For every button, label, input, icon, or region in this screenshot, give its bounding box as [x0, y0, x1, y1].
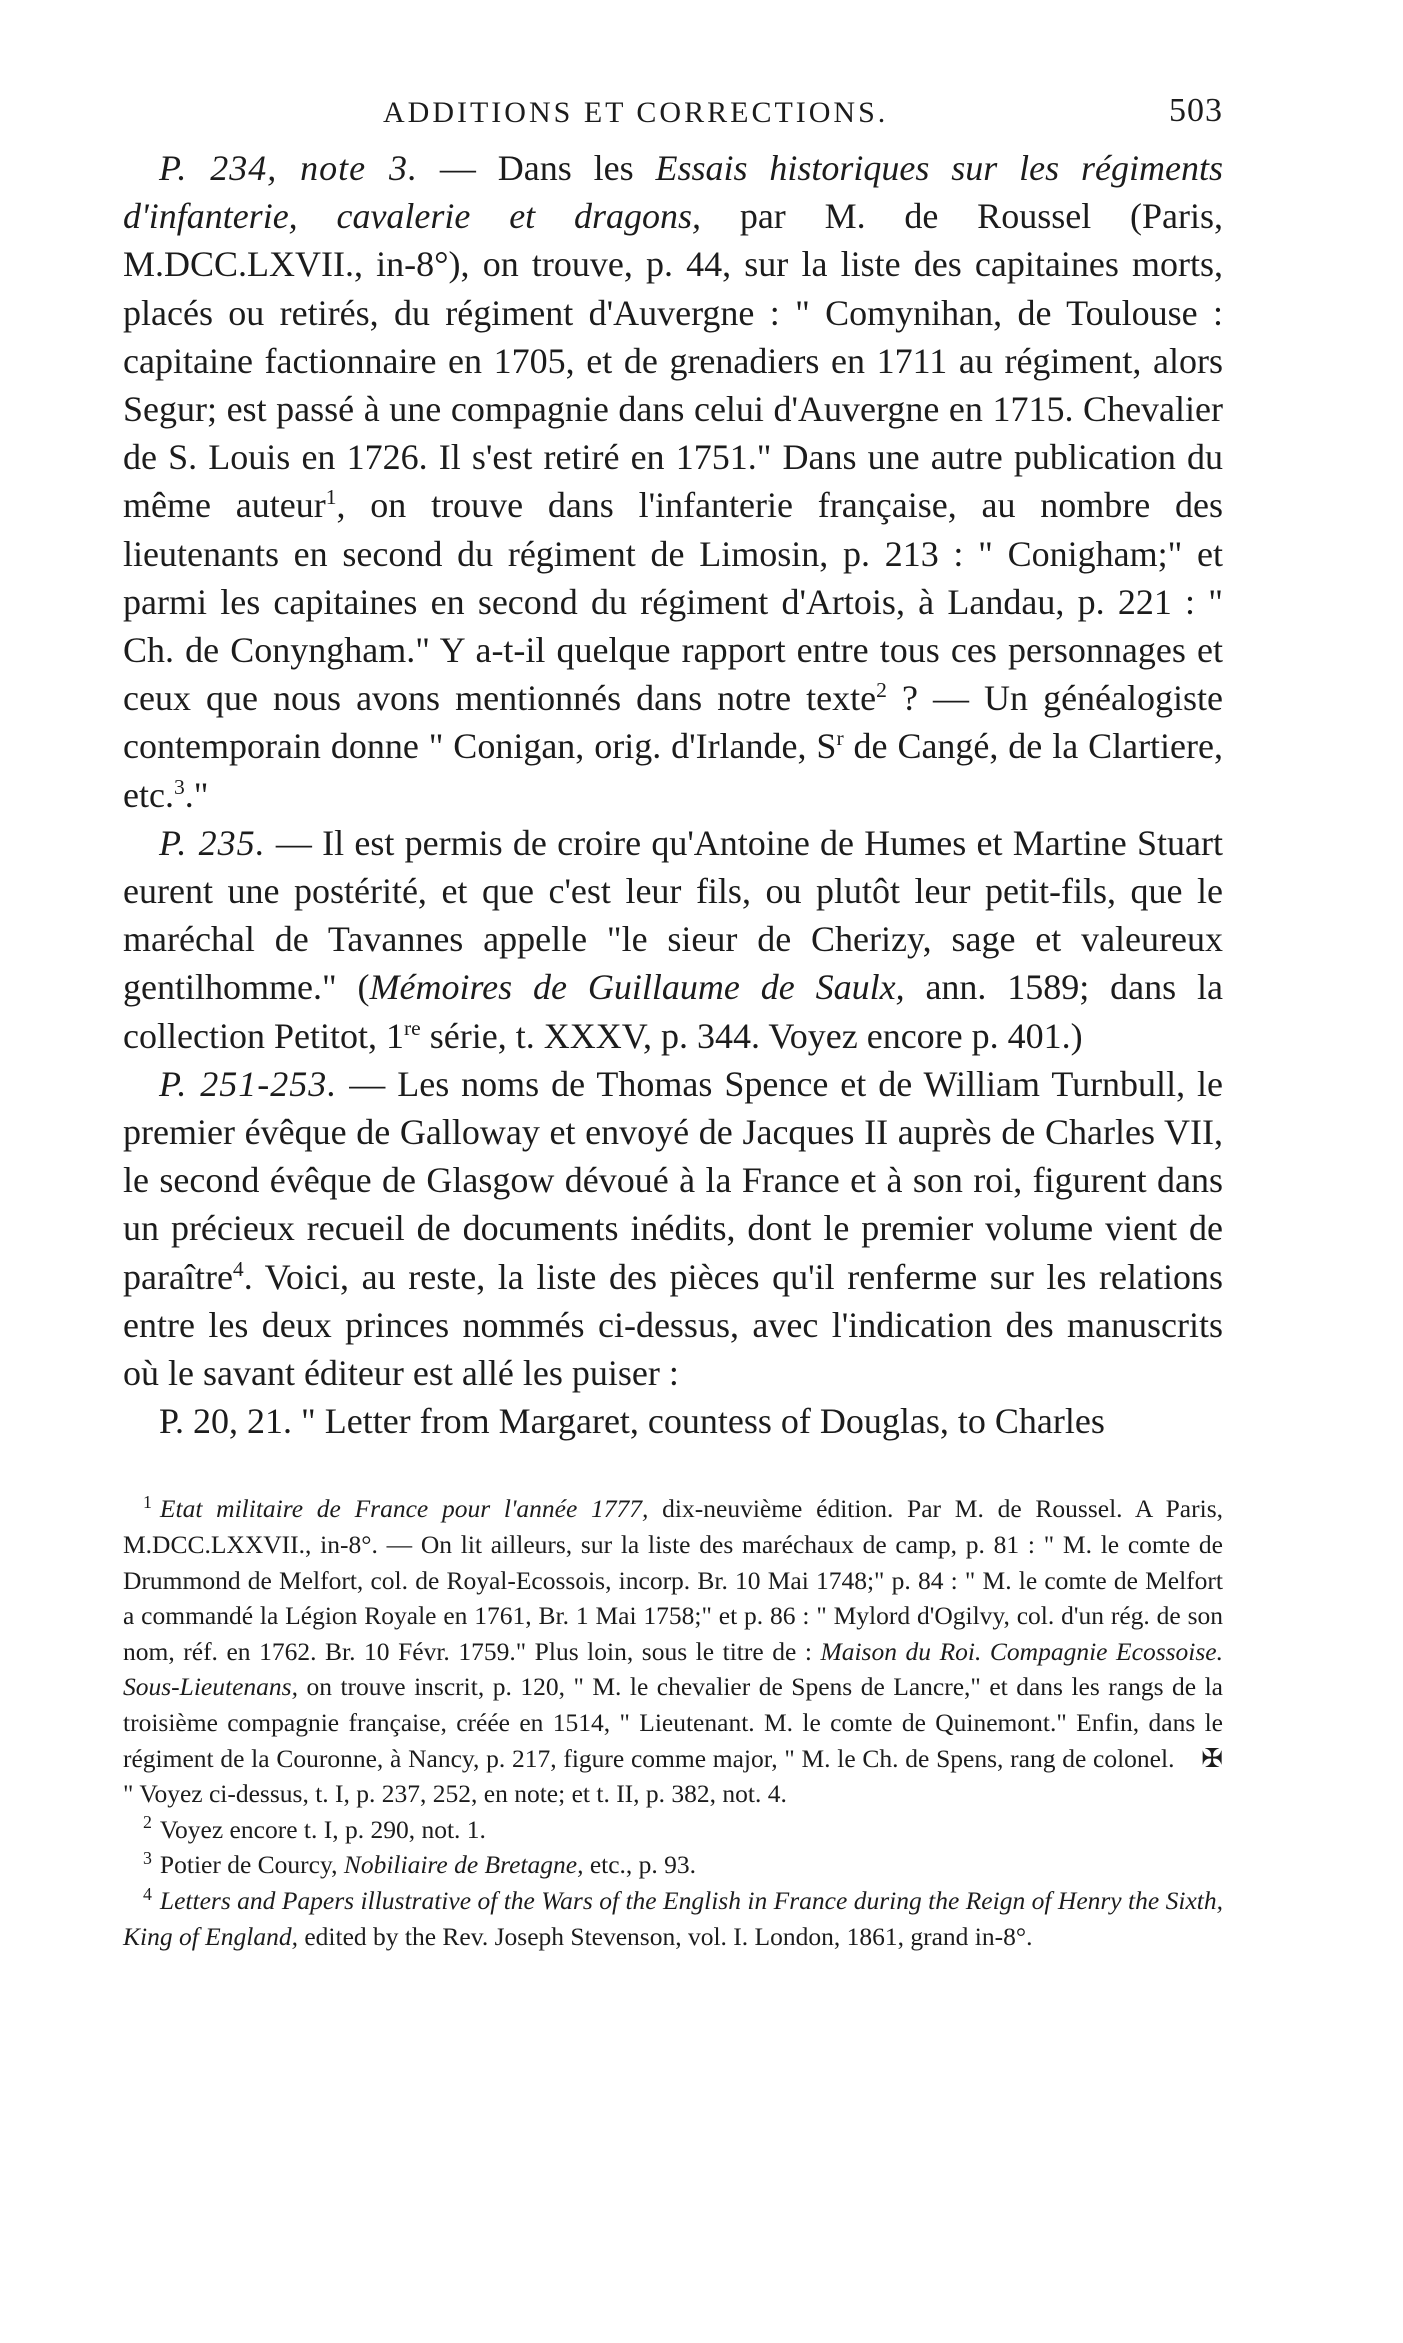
- italic-title: Nobiliaire de Bretagne,: [343, 1850, 584, 1880]
- footnote-reference: r: [836, 726, 844, 751]
- page-reference: P. 251-253.: [159, 1063, 338, 1104]
- footnote: [123, 1883, 1223, 1954]
- footnote-number: 4: [143, 1883, 152, 1904]
- paragraph: [123, 144, 1223, 819]
- page-reference: P. 234, note 3.: [159, 148, 418, 188]
- cross-icon: ✠: [1201, 1743, 1223, 1773]
- footnote-reference: re: [403, 1015, 421, 1040]
- running-head-title: ADDITIONS ET CORRECTIONS.: [383, 96, 889, 129]
- paragraph: [123, 1397, 1223, 1445]
- page-reference: P. 235.: [159, 822, 266, 863]
- footnote-reference: 2: [876, 678, 887, 703]
- italic-title: Letters and Papers illustrative of the Wars of the English in France during the Reign of Henry the Sixth, King of England,: [123, 1886, 1223, 1951]
- text-run: . Voici, au reste, la liste des pièces qu'il renferme sur les relations entre les deux princes nommés ci-dessus, avec l'indication des manuscrits où le savant éditeur est allé les puiser :: [123, 1256, 1223, 1394]
- text-run: ann. 1589; dans la collection Petitot, 1: [123, 967, 1224, 1056]
- text-run: .": [184, 774, 209, 815]
- text-run: Potier de Courcy,: [159, 1850, 344, 1880]
- footnote: [123, 1491, 1223, 1811]
- footnote-reference: 1: [325, 485, 337, 510]
- text-run: ? — Un généalogiste contemporain donne " Conigan, orig. d'Irlande, S: [123, 678, 1223, 767]
- footnote-number: 1: [143, 1491, 152, 1512]
- text-run: dix-neuvième édition. Par M. de Roussel. A Paris, M.DCC.LXXVII., in-8°. — On lit ailleurs, sur la liste des maréchaux de camp, p. 81 : " M. le comte de Drummond de Melfort, col. de Royal-Ecossois, incorp. Br. 10 Mai 1748;" p. 84 : " M. le comte de Melfort a commandé la Légion Royale en 1761, Br. 1 Mai 1758;" et p. 86 : " Mylord d'Ogilvy, col. d'un rég. de son nom, réf. en 1762. Br. 10 Févr. 1759." Plus loin, sous le titre de :: [123, 1494, 1223, 1666]
- text-run: — Les noms de Thomas Spence et de William Turnbull, le premier évêque de Galloway et envoyé de Jacques II auprès de Charles VII, le second évêque de Glasgow dévoué à la France et à son roi, figurent dans un précieux recueil de documents inédits, dont le premier volume vient de paraître: [123, 1063, 1224, 1297]
- text-run: Voyez encore t. I, p. 290, not. 1.: [159, 1814, 486, 1844]
- book-page: [123, 0, 1223, 1954]
- italic-title: Etat militaire de France pour l'année 1777,: [159, 1494, 649, 1524]
- italic-title: Essais historiques sur les régiments d'infanterie, cavalerie et dragons,: [123, 148, 1223, 237]
- footnote-reference: 4: [232, 1256, 244, 1281]
- text-run: — Dans les: [417, 148, 656, 188]
- main-text: [123, 144, 1223, 1445]
- italic-title: Mémoires de Guillaume de Saulx,: [369, 967, 905, 1008]
- footnote: [123, 1847, 1223, 1883]
- text-run: — Il est permis de croire qu'Antoine de Humes et Martine Stuart eurent une postérité, et que c'est leur fils, ou plutôt leur petit-fils, que le maréchal de Tavannes appelle "le sieur de Cherizy, sage et valeureux gentilhomme." (: [123, 822, 1223, 1008]
- paragraph: [123, 1060, 1223, 1397]
- running-head: [123, 92, 1223, 136]
- text-run: , on trouve dans l'infanterie française, au nombre des lieutenants en second du régiment de Limosin, p. 213 : " Conigham;" et parmi les capitaines en second du régiment d'Artois, à Landau, p. 221 : " Ch. de Conyngham." Y a-t-il quelque rapport entre tous ces personnages et ceux que nous avons mentionnés dans notre texte: [123, 485, 1223, 719]
- text-run: par M. de Roussel (Paris, M.DCC.LXVII., in-8°), on trouve, p. 44, sur la liste des capitaines morts, placés ou retirés, du régiment d'Auvergne : " Comynihan, de Toulouse : capitaine factionnaire en 1705, et de grenadiers en 1711 au régiment, alors Segur; est passé à une compagnie dans celui d'Auvergne en 1715. Chevalier de S. Louis en 1726. Il s'est retiré en 1751." Dans une autre publication du même auteur: [123, 196, 1223, 526]
- text-run: P. 20, 21. " Letter from Margaret, countess of Douglas, to Charles: [159, 1401, 1105, 1442]
- text-run: etc., p. 93.: [583, 1850, 697, 1880]
- italic-title: Maison du Roi. Compagnie Ecossoise. Sous-Lieutenans,: [123, 1636, 1223, 1702]
- footnote-reference: 3: [173, 774, 185, 799]
- text-run: edited by the Rev. Joseph Stevenson, vol. I. London, 1861, grand in-8°.: [297, 1921, 1033, 1951]
- footnote-number: 2: [143, 1812, 152, 1833]
- text-run: de Cangé, de la Clartiere, etc.: [123, 726, 1224, 815]
- text-run: on trouve inscrit, p. 120, " M. le chevalier de Spens de Lancre," et dans les rangs de la troisième compagnie française, créée en 1514, " Lieutenant. M. le comte de Quinemont." Enfin, dans le régiment de la Couronne, à Nancy, p. 217, figure comme major, " M. le Ch. de Spens, rang de colonel.: [123, 1672, 1223, 1773]
- text-run: série, t. XXXV, p. 344. Voyez encore p. 401.): [420, 1015, 1083, 1056]
- footnote: [123, 1812, 1223, 1848]
- paragraph: [123, 819, 1223, 1060]
- footnotes: [123, 1491, 1223, 1954]
- footnote-number: 3: [143, 1847, 152, 1868]
- page-number: 503: [1169, 92, 1223, 129]
- text-run: " Voyez ci-dessus, t. I, p. 237, 252, en note; et t. II, p. 382, not. 4.: [123, 1779, 787, 1809]
